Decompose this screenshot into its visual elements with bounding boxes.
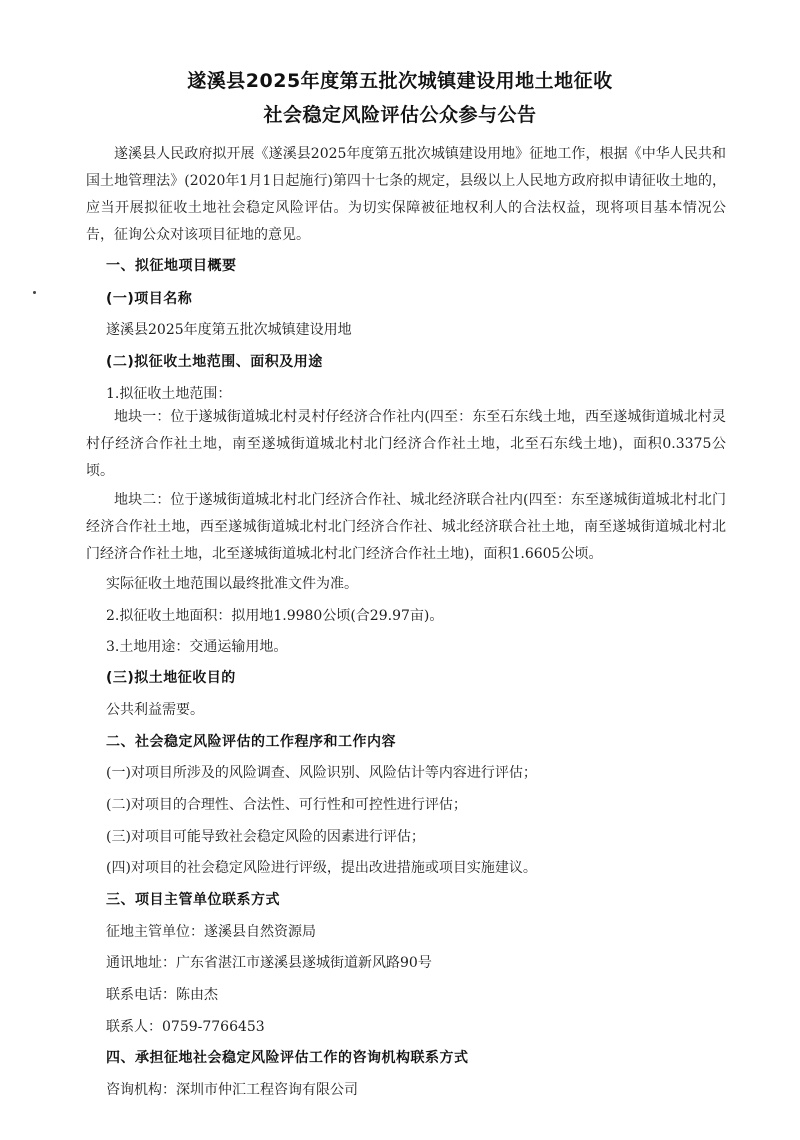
section2-item-1: (一)对项目所涉及的风险调查、风险识别、风险估计等内容进行评估； [106,765,537,781]
land-area: 2.拟征收土地面积：拟用地1.9980公顷(合29.97亩)。 [106,608,444,624]
contact-person: 联系人：0759-7766453 [106,1019,265,1035]
section1-sub1-heading: (一)项目名称 [106,291,193,307]
plot1-paragraph: 地块一：位于遂城街道城北村灵村仔经济合作社内(四至：东至石东线土地，西至遂城街道城北村灵村仔经济合作社土地，南至遂城街道城北村北门经济合作社土地，北至石东线土地)，面积0.3375公顷。 [86,409,726,479]
section2-item-3: (三)对项目可能导致社会稳定风险的因素进行评估； [106,829,425,845]
mailing-address: 通讯地址：广东省湛江市遂溪县遂城街道新风路90号 [106,955,432,971]
title-line-1: 遂溪县2025年度第五批次城镇建设用地土地征收 [187,70,613,92]
purpose: 公共利益需要。 [106,702,204,718]
section3-heading: 三、项目主管单位联系方式 [106,892,280,908]
section2-item-4: (四)对项目的社会稳定风险进行评级，提出改进措施或项目实施建议。 [106,860,537,876]
consulting-agency: 咨询机构：深圳市仲汇工程咨询有限公司 [106,1082,358,1098]
intro-paragraph: 遂溪县人民政府拟开展《遂溪县2025年度第五批次城镇建设用地》征地工作，根据《中华人民共和国土地管理法》(2020年1月1日起施行)第四十七条的规定，县级以上人民地方政府拟申请征收土地的，应当开展拟征收土地社会稳定风险评估。为切实保障被征地权利人的合法权益，现将项目基本情况公告，征询公众对该项目征地的意见。 [86,146,726,243]
project-name: 遂溪县2025年度第五批次城镇建设用地 [106,322,352,338]
section4-heading: 四、承担征地社会稳定风险评估工作的咨询机构联系方式 [106,1050,469,1066]
title-line-2: 社会稳定风险评估公众参与公告 [263,104,537,126]
actual-range-note: 实际征收土地范围以最终批准文件为准。 [106,576,358,592]
section1-heading: 一、拟征地项目概要 [106,258,237,274]
section1-sub3-heading: (三)拟土地征收目的 [106,670,236,686]
scan-speck [33,291,36,294]
land-use: 3.土地用途：交通运输用地。 [106,639,288,655]
plot2-paragraph: 地块二：位于遂城街道城北村北门经济合作社、城北经济联合社内(四至：东至遂城街道城北村北门经济合作社土地，西至遂城街道城北村北门经济合作社、城北经济联合社土地，南至遂城街道城北村北门经济合作社土地，北至遂城街道城北村北门经济合作社土地)，面积1.6605公顷。 [86,492,726,562]
section2-heading: 二、社会稳定风险评估的工作程序和工作内容 [106,734,396,750]
section1-sub2-heading: (二)拟征收土地范围、面积及用途 [106,354,323,370]
contact-phone: 联系电话：陈由杰 [106,987,218,1003]
supervising-unit: 征地主管单位：遂溪县自然资源局 [106,924,316,940]
section2-item-2: (二)对项目的合理性、合法性、可行性和可控性进行评估； [106,797,467,813]
range-label: 1.拟征收土地范围： [106,386,232,402]
